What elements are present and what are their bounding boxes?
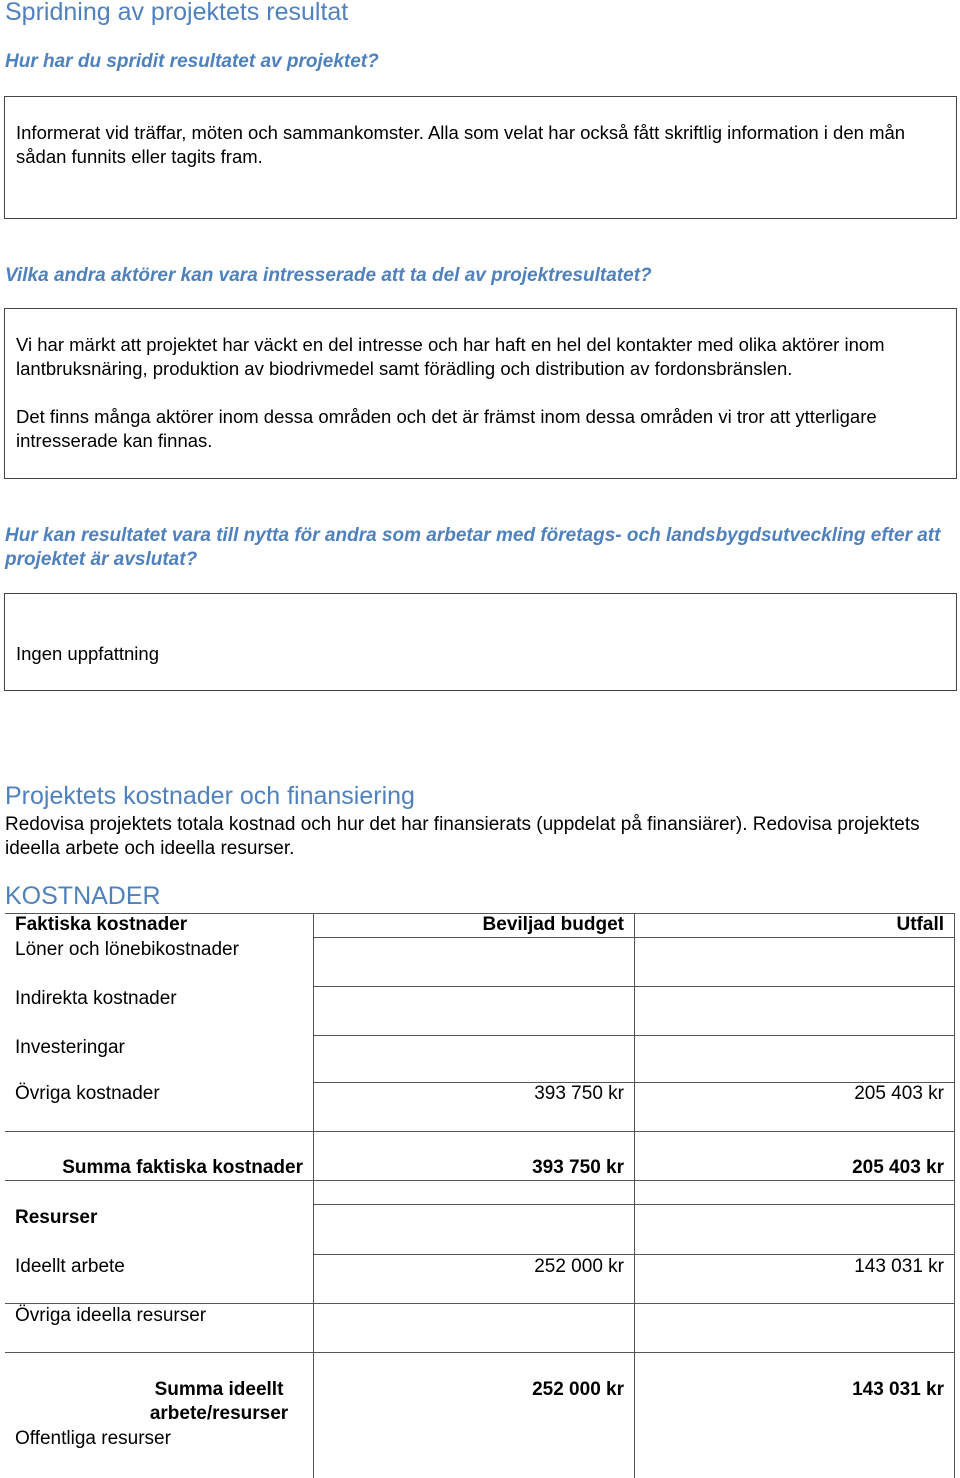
row-summa-ideellt-utfall: 143 031 kr	[852, 1379, 944, 1400]
row-label-summa: Summa faktiska kostnader	[62, 1157, 303, 1178]
answer-box-usefulness[interactable]	[4, 593, 957, 691]
table-col-divider-1	[313, 913, 314, 1478]
row-label-summa-ideellt: Summa ideellt arbete/resurser	[149, 1379, 289, 1424]
row-label-resurser: Resurser	[15, 1207, 98, 1228]
table-right-border	[954, 913, 955, 1478]
row-ovriga-budget: 393 750 kr	[534, 1083, 624, 1104]
row-label-loner: Löner och lönebikostnader	[15, 939, 239, 960]
table-row-divider	[313, 1204, 954, 1205]
answer-box-spread-how[interactable]	[4, 96, 957, 219]
table-row-divider	[5, 1131, 955, 1132]
question-usefulness: Hur kan resultatet vara till nytta för andra som arbetar med företags- och landsbygdsutveckling efter att projektet är avslutat?	[5, 525, 941, 570]
table-row-divider	[313, 1035, 954, 1036]
row-summa-ideellt-budget: 252 000 kr	[532, 1379, 624, 1400]
row-ideellt-utfall: 143 031 kr	[854, 1256, 944, 1277]
row-summa-utfall: 205 403 kr	[852, 1157, 944, 1178]
row-label-offentliga: Offentliga resurser	[15, 1428, 171, 1449]
question-other-actors: Vilka andra aktörer kan vara intresserade att ta del av projektresultatet?	[5, 265, 652, 286]
answer-text-usefulness: Ingen uppfattning	[16, 643, 159, 664]
table-header-utfall: Utfall	[896, 914, 944, 935]
table-header-beviljad: Beviljad budget	[482, 914, 624, 935]
row-label-ovriga: Övriga kostnader	[15, 1083, 160, 1104]
answer-box-other-actors[interactable]	[4, 308, 957, 479]
table-row-divider	[313, 986, 954, 987]
row-label-indirekta: Indirekta kostnader	[15, 988, 177, 1009]
row-ideellt-budget: 252 000 kr	[534, 1256, 624, 1277]
section-intro-kostnader: Redovisa projektets totala kostnad och hur det har finansierats (uppdelat på finansiärer). Redovisa projektets ideella arbete och ideella resurser.	[5, 814, 920, 859]
section-title-kostnader: Projektets kostnader och finansiering	[5, 782, 415, 810]
row-ovriga-utfall: 205 403 kr	[854, 1083, 944, 1104]
row-label-ideellt: Ideellt arbete	[15, 1256, 125, 1277]
table-row-divider	[5, 1180, 955, 1181]
question-spread-how: Hur har du spridit resultatet av projektet?	[5, 51, 379, 72]
answer-text-other-actors-p2: Det finns många aktörer inom dessa områden och det är främst inom dessa områden vi tror att ytterligare intresserade kan finnas.	[16, 406, 877, 451]
answer-text-spread-how: Informerat vid träffar, möten och sammankomster. Alla som velat har också fått skriftlig information i den mån sådan funnits eller tagits fram.	[16, 122, 906, 167]
table-col-divider-2	[634, 913, 635, 1478]
heading-kostnader: KOSTNADER	[5, 882, 161, 910]
answer-text-other-actors-p1: Vi har märkt att projektet har väckt en del intresse och har haft en hel del kontakter med olika aktörer inom lantbruksnäring, produktion av biodrivmedel samt förädling och distribution av fordonsbränslen.	[16, 334, 885, 379]
table-row-divider	[5, 1352, 955, 1353]
row-summa-budget: 393 750 kr	[532, 1157, 624, 1178]
row-label-investeringar: Investeringar	[15, 1037, 125, 1058]
table-header-divider	[313, 937, 954, 938]
section-title-spridning: Spridning av projektets resultat	[5, 0, 349, 26]
row-label-ovriga-ideella: Övriga ideella resurser	[15, 1305, 207, 1326]
table-header-faktiska: Faktiska kostnader	[15, 914, 188, 935]
